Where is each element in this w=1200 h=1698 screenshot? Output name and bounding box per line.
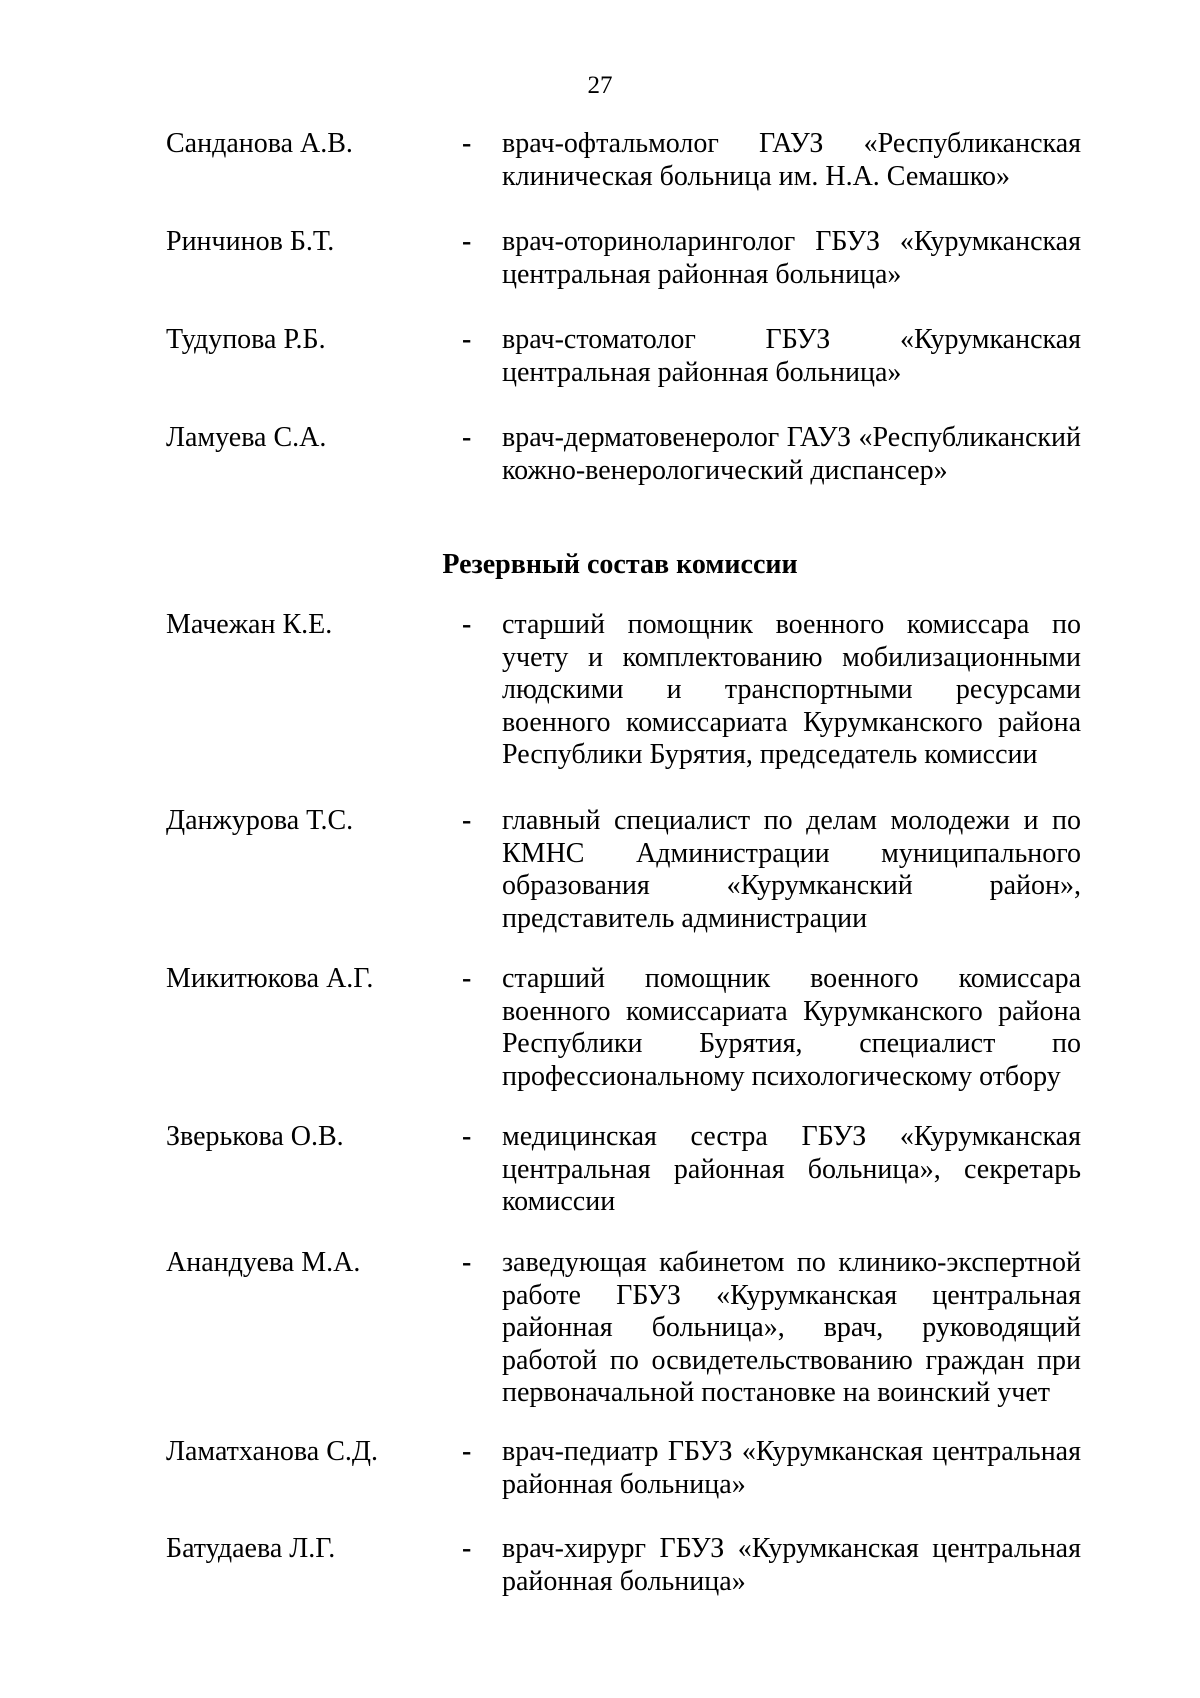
dash-separator: - bbox=[462, 963, 472, 994]
dash-separator: - bbox=[462, 1247, 472, 1278]
member-description: старший помощник военного комиссара по учету и комплектованию мобилизационными людскими и транспортными ресурсами военного комиссариата Курумканского района Республики Бурятия, председатель комиссии bbox=[502, 609, 1081, 770]
reserve-member-entry bbox=[166, 963, 1081, 1093]
member-description: врач-оториноларинголог ГБУЗ «Курумканская центральная районная больница» bbox=[502, 226, 1081, 290]
member-entry bbox=[166, 324, 1081, 389]
member-name: Зверькова О.В. bbox=[166, 1121, 344, 1152]
dash-separator: - bbox=[462, 324, 472, 355]
member-description: врач-педиатр ГБУЗ «Курумканская центральная районная больница» bbox=[502, 1436, 1081, 1500]
reserve-section-title: Резервный состав комиссии bbox=[442, 549, 798, 580]
member-description: старший помощник военного комиссара военного комиссариата Курумканского района Республики Бурятия, специалист по профессиональному психологическому отбору bbox=[502, 963, 1081, 1092]
member-name: Мачежан К.Е. bbox=[166, 609, 333, 640]
member-description: врач-офтальмолог ГАУЗ «Республиканская клиническая больница им. Н.А. Семашко» bbox=[502, 128, 1081, 192]
reserve-member-entry bbox=[166, 805, 1081, 935]
member-name: Ламатханова С.Д. bbox=[166, 1436, 378, 1467]
member-name: Анандуева М.А. bbox=[166, 1247, 361, 1278]
dash-separator: - bbox=[462, 128, 472, 159]
reserve-member-entry bbox=[166, 609, 1081, 772]
reserve-member-entry bbox=[166, 1533, 1081, 1598]
page-number: 27 bbox=[587, 72, 613, 99]
member-description: врач-дерматовенеролог ГАУЗ «Республиканский кожно-венерологический диспансер» bbox=[502, 422, 1081, 486]
member-name: Ринчинов Б.Т. bbox=[166, 226, 335, 257]
member-description: медицинская сестра ГБУЗ «Курумканская центральная районная больница», секретарь комиссии bbox=[502, 1121, 1081, 1217]
dash-separator: - bbox=[462, 226, 472, 257]
dash-separator: - bbox=[462, 1533, 472, 1564]
reserve-member-entry bbox=[166, 1436, 1081, 1501]
dash-separator: - bbox=[462, 422, 472, 453]
member-name: Тудупова Р.Б. bbox=[166, 324, 326, 355]
member-description: главный специалист по делам молодежи и по КМНС Администрации муниципального образования «Курумканский район», представитель администрации bbox=[502, 805, 1081, 934]
reserve-member-entry bbox=[166, 1121, 1081, 1219]
member-description: заведующая кабинетом по клинико-экспертной работе ГБУЗ «Курумканская центральная районная больница», врач, руководящий работой по освидетельствованию граждан при первоначальной постановке на воинский учет bbox=[502, 1247, 1081, 1408]
member-name: Микитюкова А.Г. bbox=[166, 963, 374, 994]
dash-separator: - bbox=[462, 1121, 472, 1152]
reserve-member-entry bbox=[166, 1247, 1081, 1410]
member-entry bbox=[166, 422, 1081, 487]
member-name: Ламуева С.А. bbox=[166, 422, 327, 453]
dash-separator: - bbox=[462, 1436, 472, 1467]
member-entry bbox=[166, 128, 1081, 193]
member-name: Санданова А.В. bbox=[166, 128, 353, 159]
member-name: Батудаева Л.Г. bbox=[166, 1533, 336, 1564]
member-description: врач-стоматолог ГБУЗ «Курумканская центральная районная больница» bbox=[502, 324, 1081, 388]
member-entry bbox=[166, 226, 1081, 291]
dash-separator: - bbox=[462, 609, 472, 640]
member-description: врач-хирург ГБУЗ «Курумканская центральная районная больница» bbox=[502, 1533, 1081, 1597]
member-name: Данжурова Т.С. bbox=[166, 805, 354, 836]
dash-separator: - bbox=[462, 805, 472, 836]
